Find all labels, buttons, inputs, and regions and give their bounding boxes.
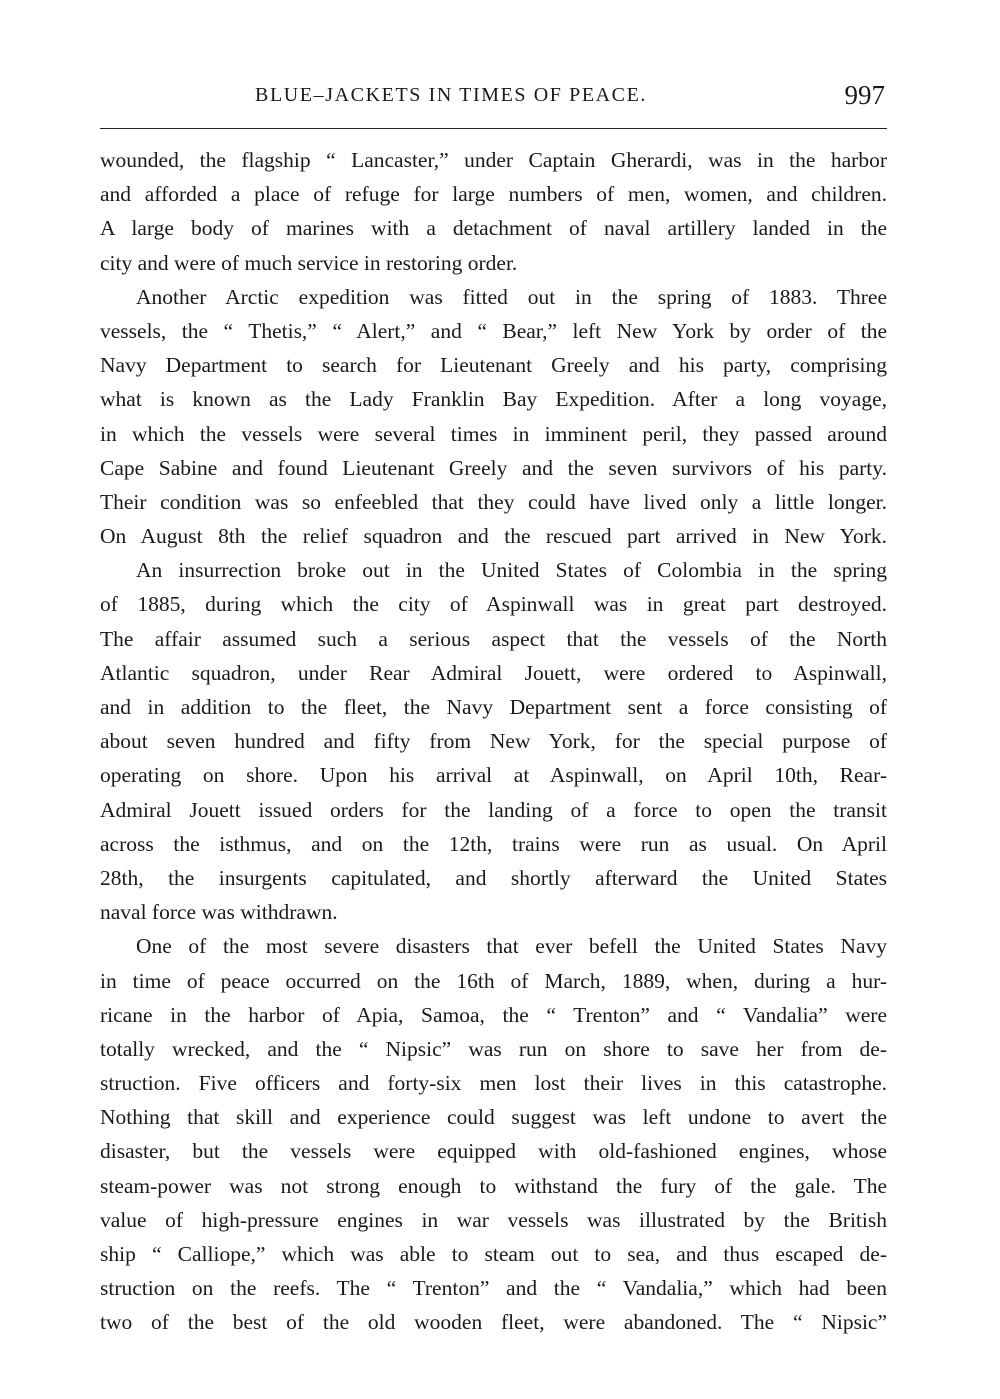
text-line: Their condition was so enfeebled that they could have lived only a little longer.: [100, 489, 887, 514]
page-number: 997: [844, 80, 885, 110]
text-line: what is known as the Lady Franklin Bay Expedition. After a long voyage,: [100, 387, 887, 412]
text-line: Cape Sabine and found Lieutenant Greely and the seven survivors of his party.: [100, 455, 887, 480]
paragraph-4: [100, 929, 887, 1339]
text-line: in time of peace occurred on the 16th of March, 1889, when, during a hur-: [100, 968, 887, 993]
text-line: value of high-pressure engines in war vessels was illustrated by the British: [100, 1207, 887, 1232]
body-text: [100, 143, 887, 1340]
text-line: Navy Department to search for Lieutenant Greely and his party, comprising: [100, 353, 887, 378]
text-line: A large body of marines with a detachment of naval artillery landed in the: [100, 216, 887, 241]
text-line: An insurrection broke out in the United States of Colombia in the spring: [136, 558, 887, 583]
page-header: [100, 80, 887, 120]
text-line: The affair assumed such a serious aspect that the vessels of the North: [100, 626, 887, 651]
paragraph-2: [100, 280, 887, 554]
text-line: totally wrecked, and the “ Nipsic” was run on shore to save her from de-: [100, 1036, 887, 1061]
text-line: in which the vessels were several times in imminent peril, they passed around: [100, 421, 887, 446]
header-rule: [100, 128, 887, 129]
text-line: On August 8th the relief squadron and the rescued part arrived in New York.: [100, 524, 887, 549]
text-line: ricane in the harbor of Apia, Samoa, the “ Trenton” and “ Vandalia” were: [100, 1002, 887, 1027]
text-line: across the isthmus, and on the 12th, trains were run as usual. On April: [100, 831, 887, 856]
text-line: of 1885, during which the city of Aspinwall was in great part destroyed.: [100, 592, 887, 617]
text-line: ship “ Calliope,” which was able to steam out to sea, and thus escaped de-: [100, 1242, 887, 1266]
text-line: Admiral Jouett issued orders for the landing of a force to open the transit: [100, 797, 887, 822]
text-line: struction on the reefs. The “ Trenton” and the “ Vandalia,” which had been: [100, 1276, 887, 1301]
text-line: naval force was withdrawn.: [100, 900, 338, 925]
text-line: 28th, the insurgents capitulated, and shortly afterward the United States: [100, 865, 887, 890]
text-line: Atlantic squadron, under Rear Admiral Jouett, were ordered to Aspinwall,: [100, 660, 887, 685]
text-line: and afforded a place of refuge for large numbers of men, women, and children.: [100, 182, 887, 207]
text-line: city and were of much service in restoring order.: [100, 250, 518, 275]
text-line: operating on shore. Upon his arrival at Aspinwall, on April 10th, Rear-: [100, 763, 887, 788]
text-line: steam-power was not strong enough to withstand the fury of the gale. The: [100, 1173, 887, 1198]
text-line: two of the best of the old wooden fleet, were abandoned. The “ Nipsic”: [100, 1310, 887, 1335]
text-line: One of the most severe disasters that ever befell the United States Navy: [136, 934, 887, 959]
text-line: wounded, the flagship “ Lancaster,” under Captain Gherardi, was in the harbor: [100, 148, 887, 172]
text-line: vessels, the “ Thetis,” “ Alert,” and “ Bear,” left New York by order of the: [100, 318, 887, 343]
running-head: BLUE–JACKETS IN TIMES OF PEACE.: [255, 84, 648, 106]
text-line: struction. Five officers and forty-six men lost their lives in this catastrophe.: [100, 1071, 887, 1096]
paragraph-1: [100, 143, 887, 280]
text-line: disaster, but the vessels were equipped with old-fashioned engines, whose: [100, 1139, 887, 1164]
text-line: about seven hundred and fifty from New York, for the special purpose of: [100, 729, 887, 754]
text-line: and in addition to the fleet, the Navy Department sent a force consisting of: [100, 695, 887, 719]
text-line: Nothing that skill and experience could suggest was left undone to avert the: [100, 1105, 887, 1130]
text-line: Another Arctic expedition was fitted out in the spring of 1883. Three: [136, 284, 887, 309]
paragraph-3: [100, 553, 887, 929]
